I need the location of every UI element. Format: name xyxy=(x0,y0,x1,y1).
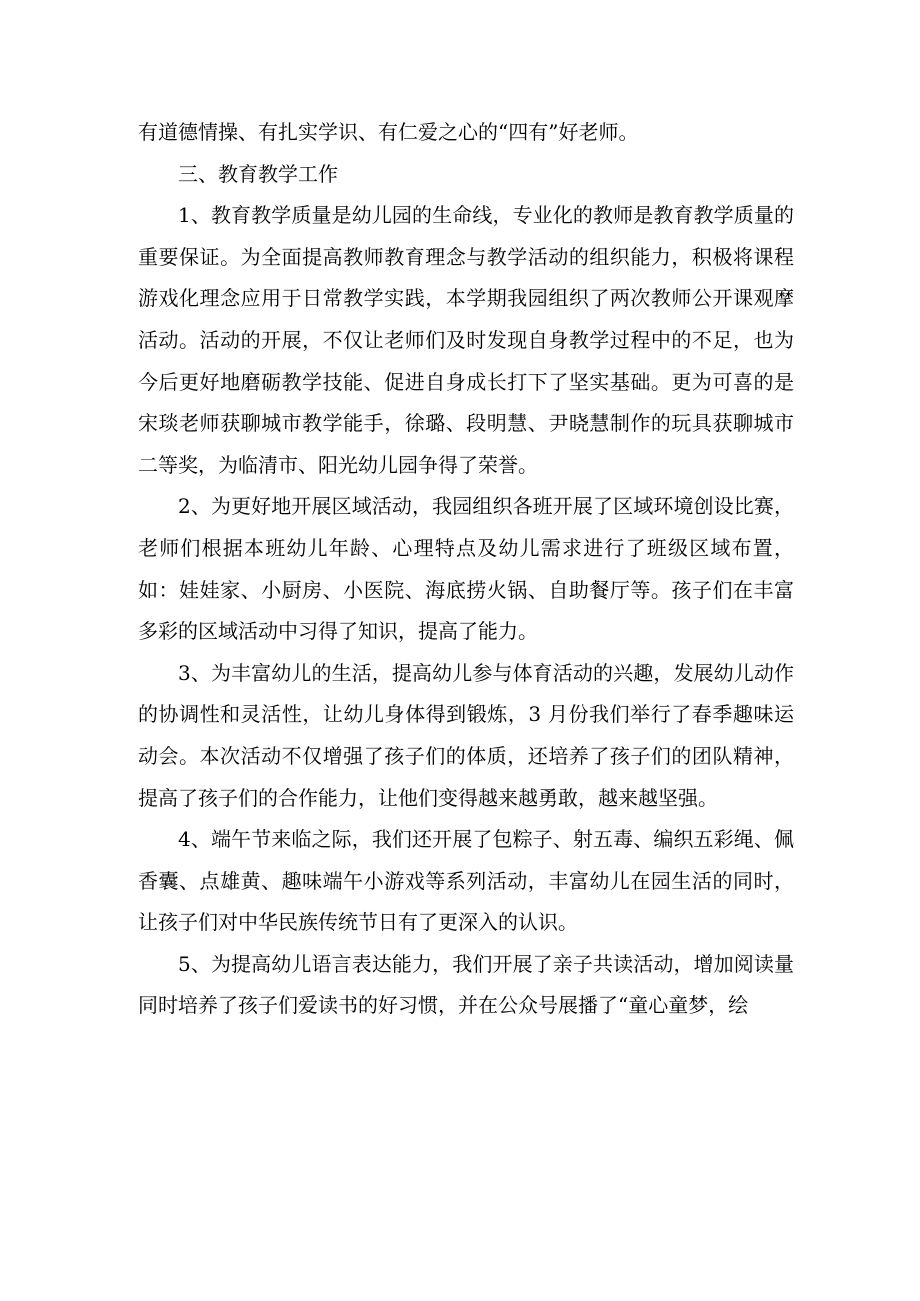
paragraph-continuation xyxy=(138,112,794,154)
line: 量同时培养了孩子们爱读书的好习惯，并在公众号展播了“童心童梦，绘 xyxy=(138,951,794,1018)
line: 5、为提高幼儿语言表达能力，我们开展了亲子共读活动，增加阅读 xyxy=(178,951,774,976)
paragraph-item-3 xyxy=(138,653,794,819)
line: 的区域活动中习得了知识，提高了能力。 xyxy=(178,619,538,644)
line: 2、为更好地开展区域活动，我园组织各班开展了区域环境创设比赛， xyxy=(178,494,794,519)
line: 的重要保证。为全面提高教师教育理念与教学活动的组织能力，积极将课程 xyxy=(138,203,794,269)
line: 1、教育教学质量是幼儿园的生命线，专业化的教师是教育教学质量 xyxy=(178,203,774,228)
line: 宋琰老师获聊城市教学能手，徐璐、段明慧、尹晓慧制作的玩具获聊城市 xyxy=(138,411,794,436)
document-body xyxy=(138,112,794,1027)
line: 老师们根据本班幼儿年龄、心理特点及幼儿需求进行了班级区域布置，如： xyxy=(138,535,794,602)
line: 活动。活动的开展，不仅让老师们及时发现自身教学过程中的不足，也为 xyxy=(138,327,794,352)
paragraph-item-4 xyxy=(138,819,794,944)
line: 3、为丰富幼儿的生活，提高幼儿参与体育活动的兴趣，发展幼儿动 xyxy=(178,660,774,685)
line: 运动会。本次活动不仅增强了孩子们的体质，还培养了孩子们的团队精神， xyxy=(138,702,794,768)
paragraph-item-1 xyxy=(138,195,794,486)
line: 让孩子们对中华民族传统节日有了更深入的认识。 xyxy=(138,910,578,935)
line: 游戏化理念应用于日常教学实践，本学期我园组织了两次教师公开课观摩 xyxy=(138,286,794,311)
line: 有道德情操、有扎实学识、有仁爱之心的“四有”好老师。 xyxy=(138,120,639,144)
line: 佩香囊、点雄黄、趣味端午小游戏等系列活动，丰富幼儿在园生活的同时， xyxy=(138,827,794,893)
section-heading xyxy=(138,154,794,196)
line: 二等奖，为临清市、阳光幼儿园争得了荣誉。 xyxy=(138,452,538,477)
line: 娃娃家、小厨房、小医院、海底捞火锅、自助餐厅等。孩子们在丰富多彩 xyxy=(138,577,795,644)
paragraph-item-2 xyxy=(138,486,794,652)
line: 4、端午节来临之际，我们还开展了包粽子、射五毒、编织五彩绳、 xyxy=(178,827,774,852)
paragraph-item-5 xyxy=(138,944,794,1027)
line: 作的协调性和灵活性，让幼儿身体得到锻炼，3 月份我们举行了春季趣味 xyxy=(138,660,794,727)
line: 提高了孩子们的合作能力，让他们变得越来越勇敢，越来越坚强。 xyxy=(138,785,718,810)
line: 今后更好地磨砺教学技能、促进自身成长打下了坚实基础。更为可喜的是 xyxy=(138,369,794,394)
line: 三、教育教学工作 xyxy=(178,161,338,186)
